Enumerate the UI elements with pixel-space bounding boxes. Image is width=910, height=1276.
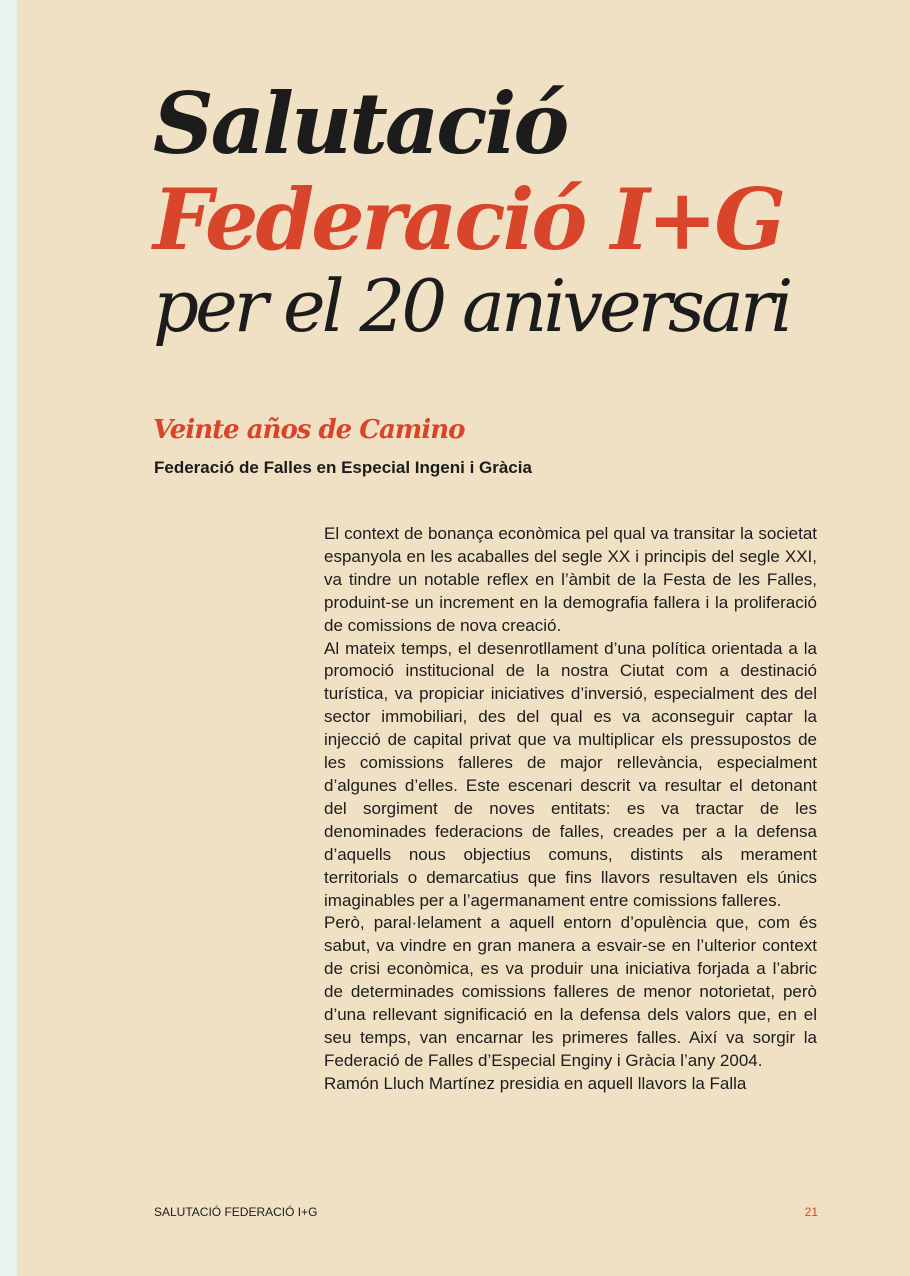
author: Federació de Falles en Especial Ingeni i Gràcia (154, 458, 532, 477)
page-number: 21 (804, 1205, 818, 1219)
paragraph: Al mateix temps, el desenrotllament d’una política orientada a la promoció institucional de la nostra Ciutat com a destinació turística, va propiciar iniciatives d’inversió, especialment des del sector immobiliari, des del qual es va aconseguir captar la injecció de capital privat que va multiplicar els pressupostos de les comissions falleres de major rellevància, especialment d’algunes d’elles. Este escenari descrit va resultar el detonant del sorgiment de noves entitats: es va tractar de les denominades federacions de falles, creades per a la defensa d’aquells nous objectius comuns, distints als merament territorials o demarcatius que fins llavors resultaven els únics imaginables per a l’agermanament entre comissions falleres. (324, 638, 817, 910)
paragraph: El context de bonança econòmica pel qual va transitar la societat espanyola en les acaballes del segle XX i principis del segle XXI, va tindre un notable reflex en l’àmbit de la Festa de les Falles, produint-se un increment en la demografia fallera i la proliferació de comissions de nova creació. (324, 524, 817, 635)
subtitle: Veinte años de Camino (153, 415, 465, 445)
paragraph: Però, paral·lelament a aquell entorn d’opulència que, com és sabut, va vindre en gran manera a esvair-se en l’ulterior context de crisi econòmica, es va produir una iniciativa forjada a l’abric de determinades comissions falleres de menor notorietat, però d’una rellevant significació en la defensa dels valors que, en el seu temps, van encarnar les primeres falles. Així va sorgir la Federació de Falles d’Especial Enginy i Gràcia l’any 2004. (324, 913, 817, 1070)
page (17, 0, 910, 1276)
title-line-3: per el 20 aniversari (153, 264, 790, 348)
page-title (153, 74, 790, 348)
title-line-2: Federació I+G (153, 170, 784, 269)
title-line-1: Salutació (153, 74, 567, 173)
footer-section-title: SALUTACIÓ FEDERACIÓ I+G (154, 1205, 318, 1219)
paragraph: Ramón Lluch Martínez presidia en aquell llavors la Falla (324, 1073, 747, 1093)
article-body (324, 523, 817, 1096)
